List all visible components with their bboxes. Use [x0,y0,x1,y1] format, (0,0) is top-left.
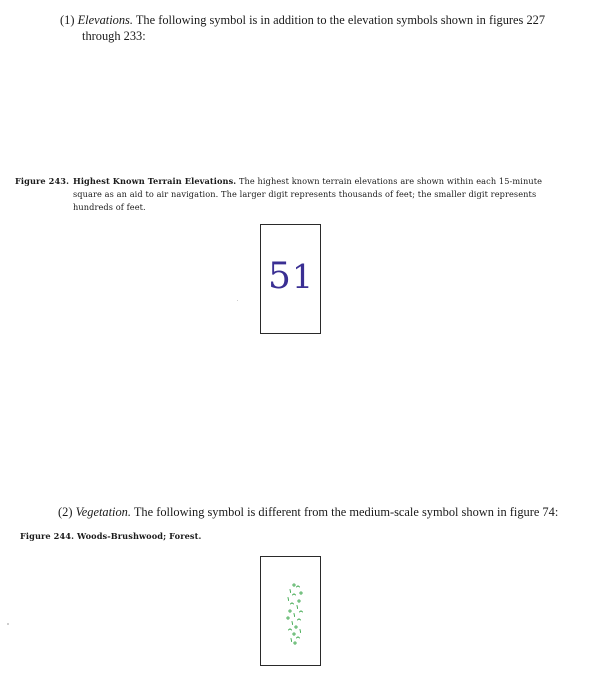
vegetation-stipple-mark [293,633,295,635]
section-heading-vegetation: Vegetation. [75,505,131,519]
vegetation-stipple-mark [288,598,289,601]
figure-244-caption [20,530,420,543]
vegetation-stipple-mark [300,592,302,594]
elevation-value [261,256,320,297]
vegetation-stipple-mark [300,630,301,633]
vegetation-stipple-mark [294,642,296,644]
section-text-continued: through 233: [82,29,146,43]
vegetation-stipple-mark [297,637,300,638]
vegetation-stipple-mark [291,603,294,604]
elevation-thousands-digit: 5 [268,256,291,297]
vegetation-stipple-mark [297,606,298,609]
scan-speck [237,300,238,301]
figure-243-caption [15,175,590,214]
section-text: The following symbol is in addition to the elevation symbols shown in figures 227 [135,13,546,27]
section-heading-elevations: Elevations. [77,13,133,27]
section-text: The following symbol is different from the medium-scale symbol shown in figure 74: [133,505,559,519]
vegetation-stipple-mark [289,610,291,612]
vegetation-stipple-mark [289,629,292,630]
vegetation-stipple-mark [298,619,301,620]
vegetation-stipple-mark [297,586,300,587]
elevation-symbol-box [260,224,321,334]
figure-description: The highest known terrain elevations are shown within each 15-minute [238,176,543,186]
vegetation-stipple-mark [293,594,296,595]
vegetation-stipple-mark [292,622,293,625]
vegetation-stipple-mark [294,614,295,617]
vegetation-stipple-mark [293,584,295,586]
figure-number: Figure 243. [15,176,70,186]
vegetation-stipple-mark [298,600,300,602]
woods-symbol-box [260,556,321,666]
figure-number: Figure 244. [20,531,75,541]
vegetation-stipple-mark [287,617,289,619]
vegetation-paragraph [58,504,593,520]
vegetation-stipple-mark [290,590,291,593]
scan-speck [7,623,9,625]
woods-brushwood-icon [261,557,319,664]
figure-description-line: square as an aid to air navigation. The larger digit represents thousands of feet; the smaller digit represents [73,189,537,199]
elevation-hundreds-digit: 1 [291,257,313,296]
vegetation-stipple-mark [300,611,303,612]
figure-title: Woods-Brushwood; Forest. [76,531,202,541]
figure-description-line: hundreds of feet. [73,202,146,212]
section-number: (2) [58,505,73,519]
elevations-paragraph [60,12,590,44]
figure-title: Highest Known Terrain Elevations. [73,176,237,186]
vegetation-stipple-mark [291,639,292,642]
section-number: (1) [60,13,75,27]
vegetation-stipple-mark [295,626,297,628]
